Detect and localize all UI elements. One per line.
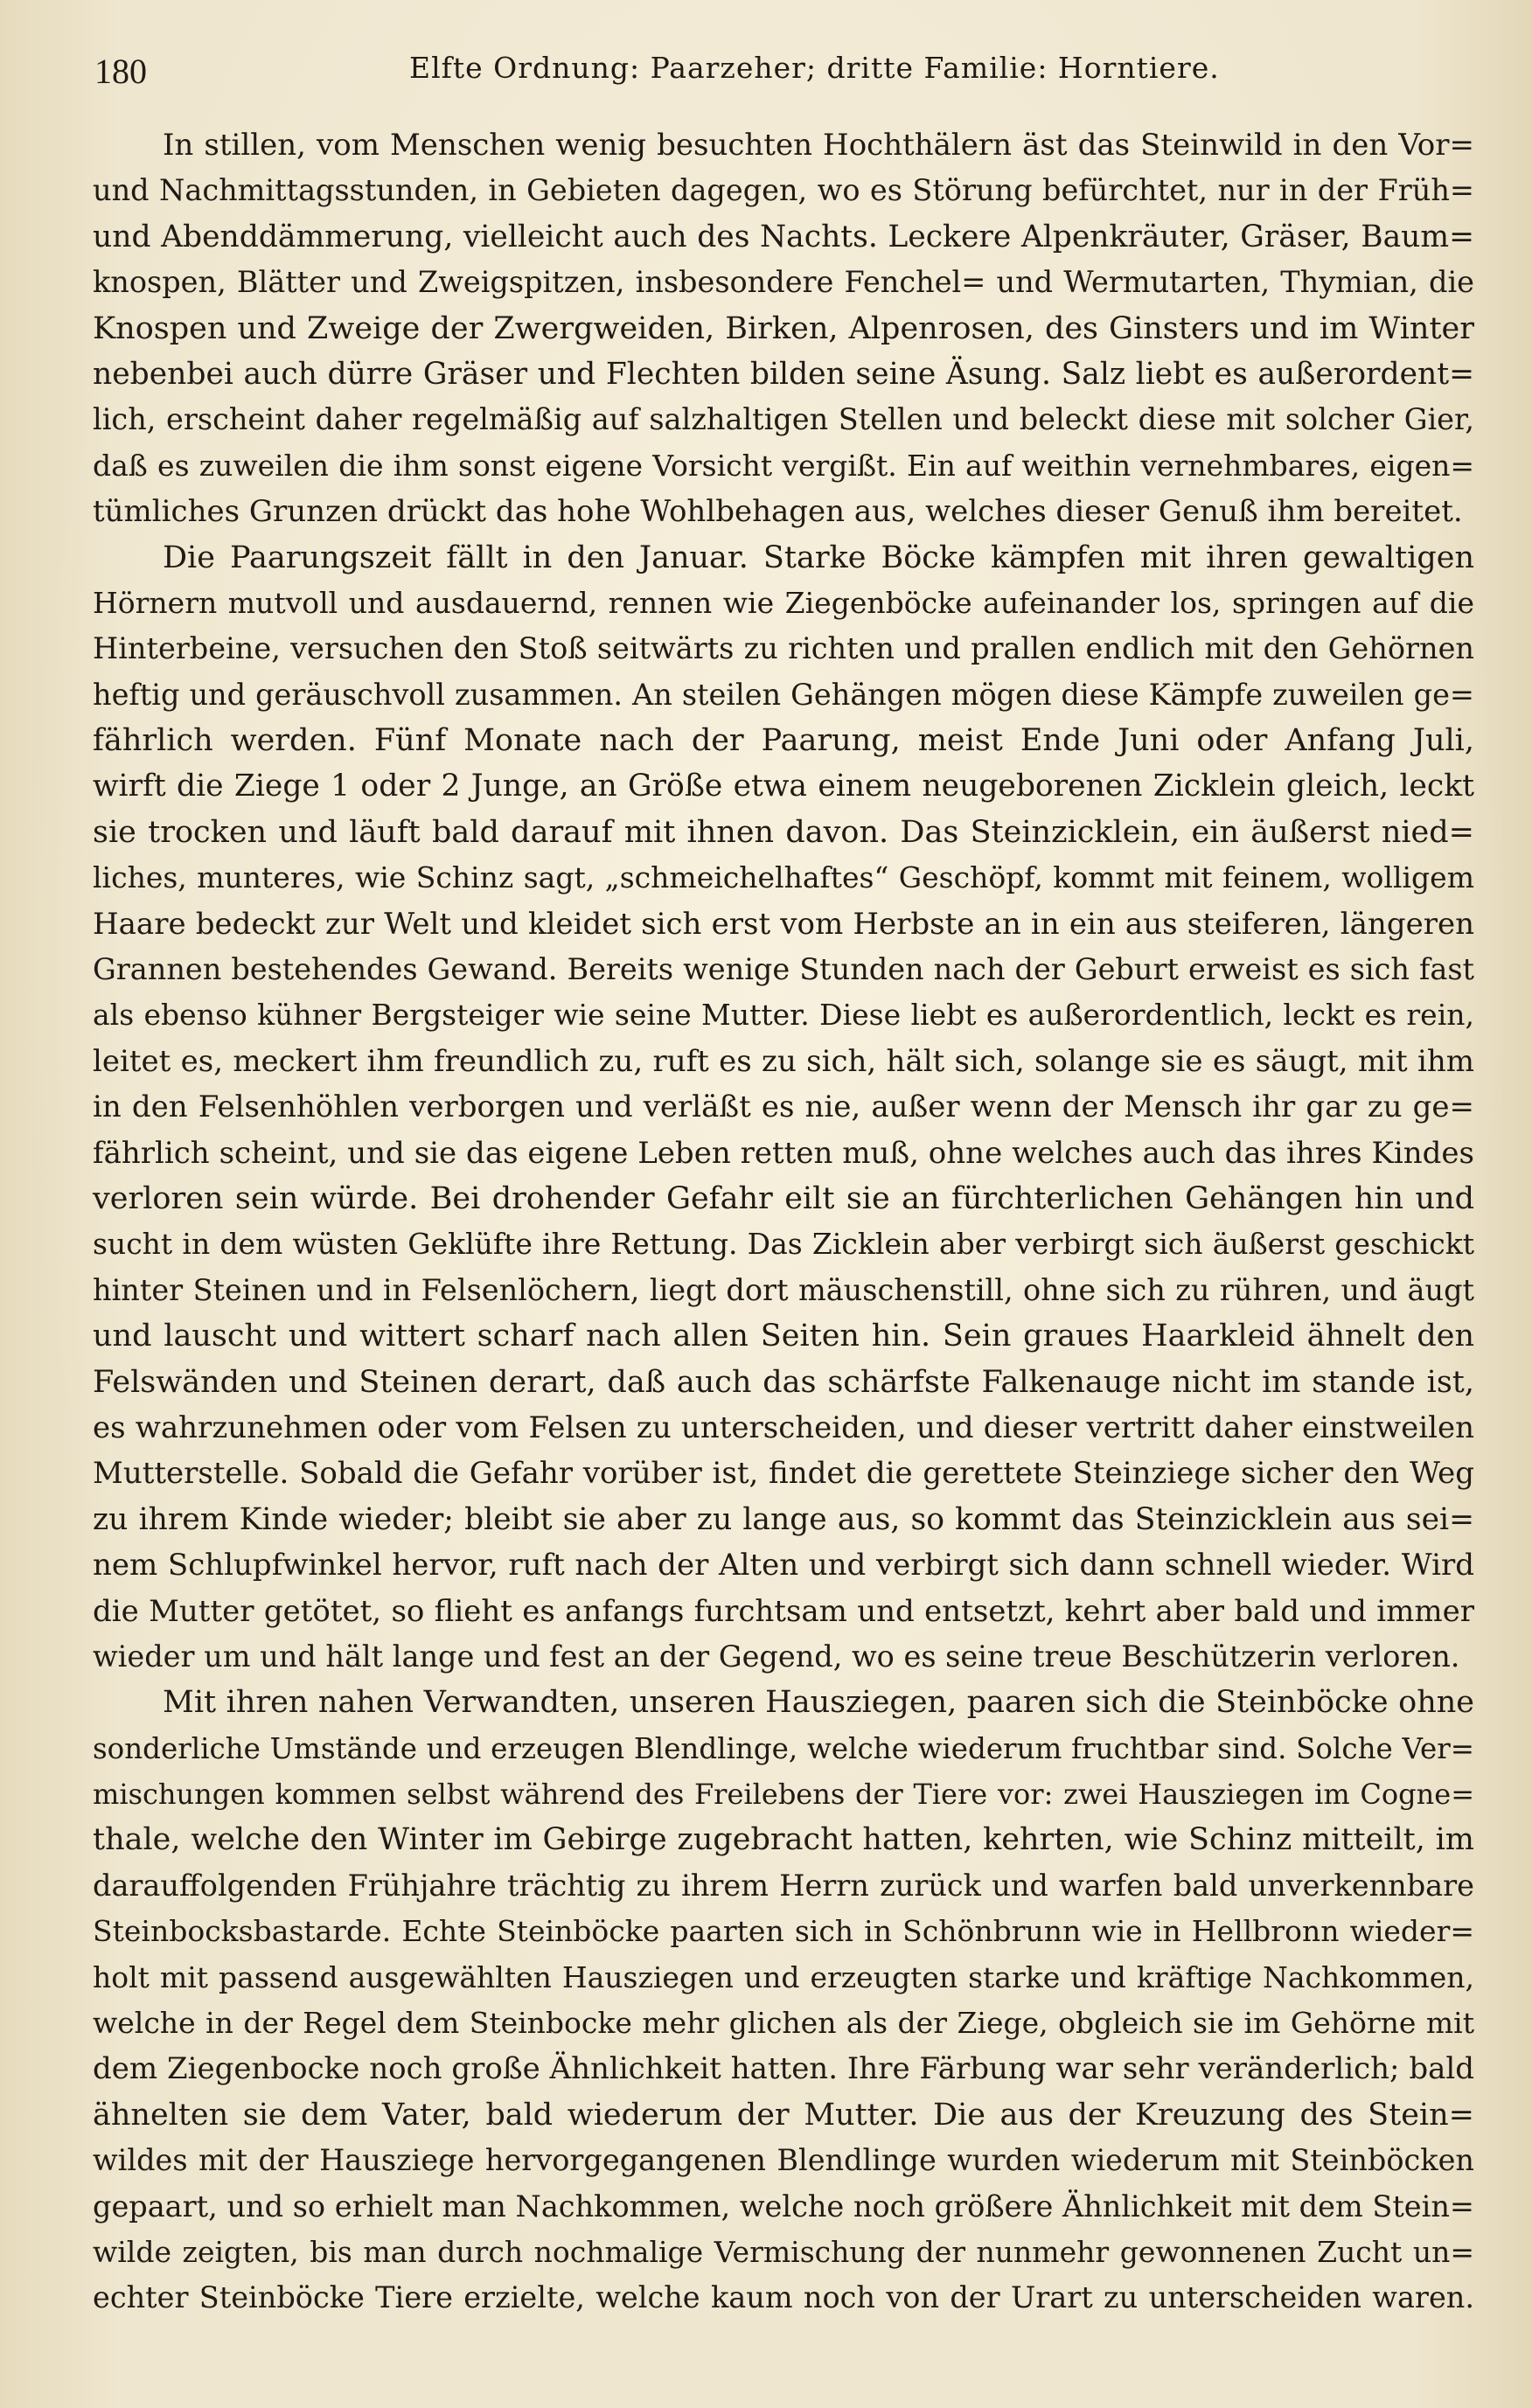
text-line: zu ihrem Kinde wieder; bleibt sie aber zu lange aus, so kommt das Steinzicklein aus sei= [93, 1501, 1474, 1537]
text-line: in den Felsenhöhlen verborgen und verläßt es nie, außer wenn der Mensch ihr gar zu ge= [93, 1089, 1474, 1125]
text-line: Mit ihren nahen Verwandten, unseren Hausziegen, paaren sich die Steinböcke ohne [163, 1685, 1474, 1721]
running-head: Elfte Ordnung: Paarzeher; dritte Familie: Horntiere. [409, 51, 1220, 85]
page-header [94, 51, 1476, 103]
text-line: welche in der Regel dem Steinbocke mehr glichen als der Ziege, obgleich sie im Gehörne mit [93, 2006, 1474, 2041]
text-line: Mutterstelle. Sobald die Gefahr vorüber ist, findet die gerettete Steinziege sicher den Weg [93, 1456, 1474, 1492]
text-line: thale, welche den Winter im Gebirge zugebracht hatten, kehrten, wie Schinz mitteilt, im [93, 1822, 1474, 1858]
text-line: wirft die Ziege 1 oder 2 Junge, an Größe etwa einem neugeborenen Zicklein gleich, leckt [93, 769, 1474, 804]
text-line: mischungen kommen selbst während des Freilebens der Tiere vor: zwei Hausziegen im Cogne= [93, 1778, 1474, 1812]
text-line [93, 2321, 1474, 2367]
text-line: verloren sein würde. Bei drohender Gefahr eilt sie an fürchterlichen Gehängen hin und [93, 1180, 1474, 1216]
text-line: lich, erscheint daher regelmäßig auf salzhaltigen Stellen und beleckt diese mit solcher Gier, [93, 402, 1474, 437]
text-line: ähnelten sie dem Vater, bald wiederum der Mutter. Die aus der Kreuzung des Stein= [93, 2097, 1474, 2133]
text-line: nem Schlupfwinkel hervor, ruft nach der Alten und verbirgt sich dann schnell wieder. Wird [93, 1548, 1474, 1583]
body-text [93, 122, 1474, 2367]
text-line: als ebenso kühner Bergsteiger wie seine Mutter. Diese liebt es außerordentlich, leckt es rein, [93, 998, 1474, 1033]
text-line: darauffolgenden Frühjahre trächtig zu ihrem Herrn zurück und warfen bald unverkennbare [93, 1868, 1474, 1903]
text-line: leitet es, meckert ihm freundlich zu, ruft es zu sich, hält sich, solange sie es säugt, mit ihm [93, 1043, 1474, 1079]
text-line: sucht in dem wüsten Geklüfte ihre Rettung. Das Zicklein aber verbirgt sich äußerst geschickt [93, 1227, 1474, 1262]
text-line: tümliches Grunzen drückt das hohe Wohlbehagen aus, welches dieser Genuß ihm bereitet. [93, 494, 1463, 530]
text-line: Die Paarungszeit fällt in den Januar. Starke Böcke kämpfen mit ihren gewaltigen [163, 539, 1474, 575]
text-line: sonderliche Umstände und erzeugen Blendlinge, welche wiederum fruchtbar sind. Solche Ver= [93, 1731, 1474, 1765]
text-line: sie trocken und läuft bald darauf mit ihnen davon. Das Steinzicklein, ein äußerst nied= [93, 814, 1474, 850]
page-number: 180 [94, 52, 147, 91]
text-line: liches, munteres, wie Schinz sagt, „schmeichelhaftes“ Geschöpf, kommt mit feinem, wolligem [93, 860, 1474, 895]
text-line: und Nachmittagsstunden, in Gebieten dagegen, wo es Störung befürchtet, nur in der Früh= [93, 173, 1474, 208]
text-line: heftig und geräuschvoll zusammen. An steilen Gehängen mögen diese Kämpfe zuweilen ge= [93, 677, 1474, 712]
text-line: wildes mit der Hausziege hervorgegangenen Blendlinge wurden wiederum mit Steinböcken [93, 2143, 1474, 2178]
text-line: gepaart, und so erhielt man Nachkommen, welche noch größere Ähnlichkeit mit dem Stein= [93, 2189, 1474, 2224]
text-line: hinter Steinen und in Felsenlöchern, liegt dort mäuschenstill, ohne sich zu rühren, und äugt [93, 1272, 1474, 1307]
text-line: fährlich scheint, und sie das eigene Leben retten muß, ohne welches auch das ihres Kindes [93, 1135, 1474, 1171]
text-line: In stillen, vom Menschen wenig besuchten Hochthälern äst das Steinwild in den Vor= [163, 128, 1474, 163]
text-line: Knospen und Zweige der Zwergweiden, Birken, Alpenrosen, des Ginsters und im Winter [93, 310, 1474, 346]
text-line: Grannen bestehendes Gewand. Bereits wenige Stunden nach der Geburt erweist es sich fast [93, 952, 1474, 987]
text-line: wilde zeigten, bis man durch nochmalige Vermischung der nunmehr gewonnenen Zucht un= [93, 2234, 1474, 2269]
text-line: dem Ziegenbocke noch große Ähnlichkeit hatten. Ihre Färbung war sehr veränderlich; bald [93, 2051, 1474, 2087]
text-line: und Abenddämmerung, vielleicht auch des Nachts. Leckere Alpenkräuter, Gräser, Baum= [93, 219, 1474, 254]
text-line: echter Steinböcke Tiere erzielte, welche kaum noch von der Urart zu unterscheiden waren. [93, 2280, 1474, 2315]
text-line: nebenbei auch dürre Gräser und Flechten bilden seine Äsung. Salz liebt es außerordent= [93, 356, 1474, 392]
text-line: und lauscht und wittert scharf nach allen Seiten hin. Sein graues Haarkleid ähnelt den [93, 1319, 1474, 1354]
text-line: es wahrzunehmen oder vom Felsen zu unterscheiden, und dieser vertritt daher einstweilen [93, 1409, 1474, 1445]
text-line: holt mit passend ausgewählten Hausziegen und erzeugten starke und kräftige Nachkommen, [93, 1959, 1474, 1994]
text-line: Felswänden und Steinen derart, daß auch das schärfste Falkenauge nicht im stande ist, [93, 1364, 1474, 1400]
text-line: Hinterbeine, versuchen den Stoß seitwärts zu richten und prallen endlich mit den Gehörnen [93, 631, 1474, 666]
text-line: wieder um und hält lange und fest an der Gegend, wo es seine treue Beschützerin verloren. [93, 1639, 1460, 1674]
text-line: Steinbocksbastarde. Echte Steinböcke paarten sich in Schönbrunn wie in Hellbronn wieder= [93, 1914, 1474, 1949]
text-line: Haare bedeckt zur Welt und kleidet sich erst vom Herbste an in ein aus steiferen, längeren [93, 906, 1474, 942]
text-line: daß es zuweilen die ihm sonst eigene Vorsicht vergißt. Ein auf weithin vernehmbares, eigen= [93, 448, 1474, 483]
text-line: Hörnern mutvoll und ausdauernd, rennen wie Ziegenböcke aufeinander los, springen auf die [93, 585, 1474, 620]
text-line: knospen, Blätter und Zweigspitzen, insbesondere Fenchel= und Wermutarten, Thymian, die [93, 265, 1474, 300]
text-line: die Mutter getötet, so flieht es anfangs furchtsam und entsetzt, kehrt aber bald und immer [93, 1593, 1474, 1629]
text-line: fährlich werden. Fünf Monate nach der Paarung, meist Ende Juni oder Anfang Juli, [93, 723, 1474, 759]
